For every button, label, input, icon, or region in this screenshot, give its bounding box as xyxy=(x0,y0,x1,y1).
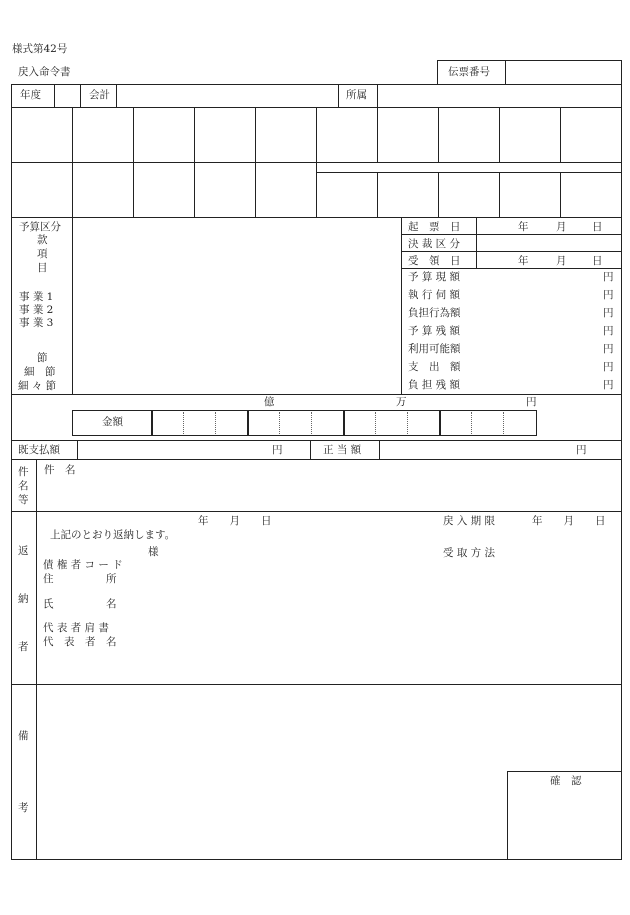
budget-setsu: 節 xyxy=(37,352,48,364)
correct-yen: 円 xyxy=(576,444,587,456)
account-label: 会計 xyxy=(89,89,110,101)
paid-yen: 円 xyxy=(272,444,283,456)
budget-category-label: 予算区分 xyxy=(19,221,61,233)
department-label: 所属 xyxy=(346,89,367,101)
expenditure-label: 支 出 額 xyxy=(408,361,461,373)
obligation-balance-label: 負 担 残 額 xyxy=(408,379,461,391)
rep-name-label: 代 表 者 名 xyxy=(43,636,117,648)
returner-side-1: 返 xyxy=(18,545,29,557)
receipt-year: 年 xyxy=(518,255,529,267)
budget-project3: 事 業 3 xyxy=(19,317,54,329)
honorific-sama: 様 xyxy=(148,546,159,558)
approval-class-label: 決 裁 区 分 xyxy=(408,238,461,250)
return-deadline-date: 年 月 日 xyxy=(532,515,606,527)
current-budget-label: 予 算 現 額 xyxy=(408,271,461,283)
draft-month: 月 xyxy=(556,221,567,233)
return-date: 年 月 日 xyxy=(198,515,272,527)
form-number: 様式第42号 xyxy=(12,43,68,55)
amount-box[interactable] xyxy=(72,410,537,436)
fiscal-year-label: 年度 xyxy=(20,89,41,101)
unit-en: 円 xyxy=(526,396,537,408)
name-label: 氏 名 xyxy=(43,598,117,610)
yen-available: 円 xyxy=(603,343,614,355)
form-title: 戻入命令書 xyxy=(18,66,71,78)
creditor-code-label: 債 権 者 コ ー ド xyxy=(43,559,123,571)
yen-obligation-balance: 円 xyxy=(603,379,614,391)
budget-project2: 事 業 2 xyxy=(19,304,54,316)
draft-year: 年 xyxy=(518,221,529,233)
receipt-day: 日 xyxy=(592,255,603,267)
budget-saisaisetsu: 細 々 節 xyxy=(18,380,57,392)
confirm-label: 確 認 xyxy=(550,775,582,787)
paid-label: 既支払額 xyxy=(18,444,60,456)
budget-balance-label: 予 算 残 額 xyxy=(408,325,461,337)
budget-saisetsu: 細 節 xyxy=(24,366,56,378)
subject-label: 件 名 xyxy=(44,464,76,476)
correct-amount-label: 正 当 額 xyxy=(323,444,362,456)
unit-oku: 億 xyxy=(264,396,275,408)
budget-moku: 目 xyxy=(37,262,48,274)
yen-obligation: 円 xyxy=(603,307,614,319)
remarks-side-1: 備 xyxy=(18,730,29,742)
returner-side-3: 者 xyxy=(18,641,29,653)
obligation-amount-label: 負担行為額 xyxy=(408,307,461,319)
remarks-side-2: 考 xyxy=(18,802,29,814)
rep-title-label: 代 表 者 肩 書 xyxy=(43,622,109,634)
yen-expenditure: 円 xyxy=(603,361,614,373)
returner-side-2: 納 xyxy=(18,593,29,605)
draft-day: 日 xyxy=(592,221,603,233)
yen-current-budget: 円 xyxy=(603,271,614,283)
receipt-date-label: 受 領 日 xyxy=(408,255,461,267)
amount-label: 金額 xyxy=(102,416,123,428)
receipt-month: 月 xyxy=(556,255,567,267)
return-deadline-label: 戻 入 期 限 xyxy=(443,515,496,527)
budget-kan: 款 xyxy=(37,234,48,246)
unit-man: 万 xyxy=(396,396,407,408)
subject-side-label: 件名等 xyxy=(18,466,29,506)
receive-method-label: 受 取 方 法 xyxy=(443,547,496,559)
draft-date-label: 起 票 日 xyxy=(408,221,461,233)
executed-amount-label: 執 行 伺 額 xyxy=(408,289,461,301)
budget-kou: 項 xyxy=(37,248,48,260)
available-amount-label: 利用可能額 xyxy=(408,343,461,355)
yen-balance: 円 xyxy=(603,325,614,337)
voucher-label: 伝票番号 xyxy=(448,66,490,78)
address-label: 住 所 xyxy=(43,573,117,585)
return-note: 上記のとおり返納します。 xyxy=(50,529,176,541)
yen-executed: 円 xyxy=(603,289,614,301)
budget-project1: 事 業 1 xyxy=(19,291,54,303)
